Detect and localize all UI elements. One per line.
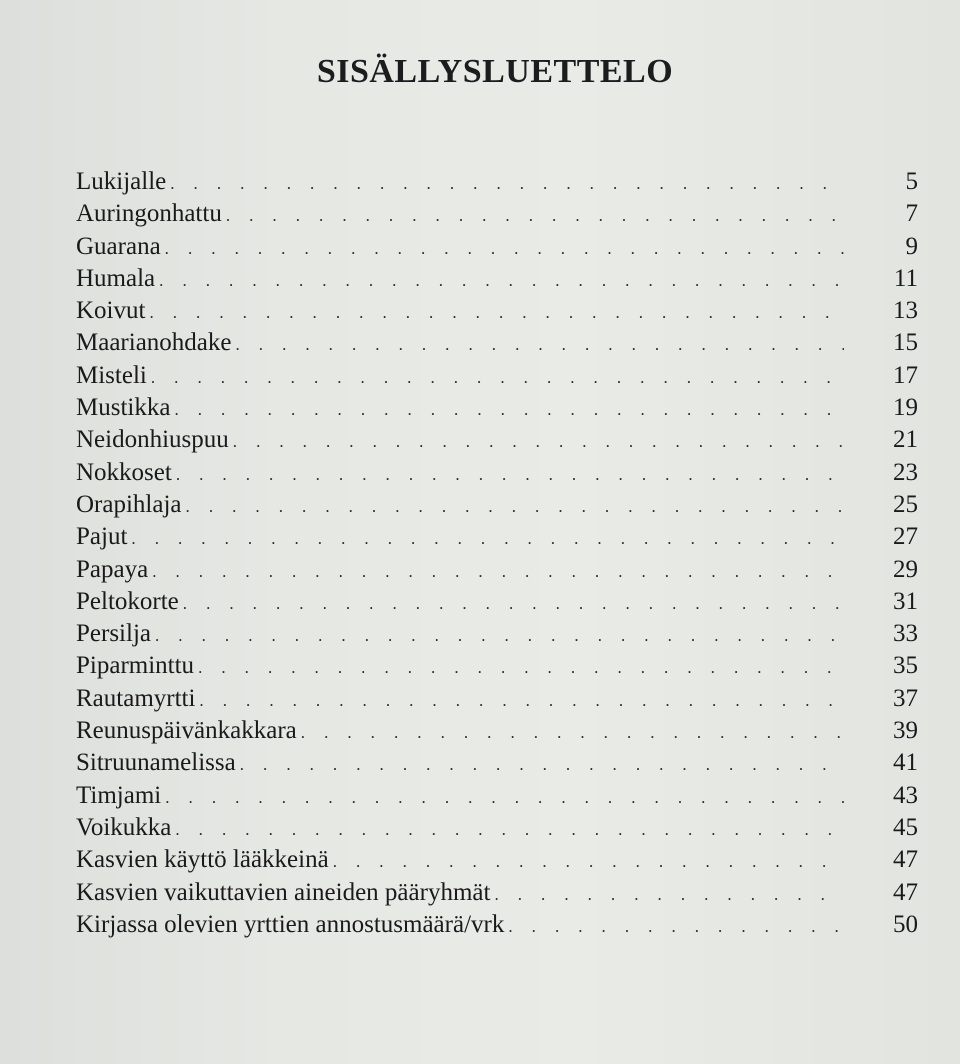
dot-leader bbox=[149, 297, 844, 329]
toc-entry-title: Humala bbox=[76, 264, 156, 292]
toc-entry-title: Neidonhiuspuu bbox=[76, 426, 229, 454]
toc-entry-page-number: 31 bbox=[893, 587, 918, 615]
dot-leader bbox=[301, 717, 844, 749]
toc-entry-title: Orapihlaja bbox=[76, 490, 182, 518]
toc-entry bbox=[76, 166, 918, 198]
toc-entry bbox=[76, 618, 918, 650]
table-of-contents bbox=[76, 166, 918, 941]
dot-leader bbox=[165, 782, 844, 814]
toc-entry-title: Kasvien käyttö lääkkeinä bbox=[76, 846, 329, 874]
toc-entry-page-number: 47 bbox=[893, 878, 918, 906]
dot-leader bbox=[176, 459, 844, 491]
dot-leader bbox=[508, 911, 844, 943]
dot-leader bbox=[159, 265, 844, 297]
toc-entry bbox=[76, 650, 918, 682]
toc-entry-title: Kasvien vaikuttavien aineiden pääryhmät bbox=[76, 878, 491, 906]
dot-leader bbox=[165, 233, 844, 265]
toc-entry bbox=[76, 844, 918, 876]
toc-entry bbox=[76, 489, 918, 521]
toc-entry-title: Lukijalle bbox=[76, 168, 167, 195]
toc-entry-page-number: 23 bbox=[893, 458, 918, 486]
toc-entry-page-number: 39 bbox=[893, 717, 918, 745]
toc-entry-title: Timjami bbox=[76, 781, 162, 809]
toc-entry-page-number: 45 bbox=[893, 813, 918, 841]
toc-entry bbox=[76, 295, 918, 327]
toc-entry-page-number: 9 bbox=[905, 232, 918, 260]
dot-leader bbox=[235, 329, 844, 361]
dot-leader bbox=[131, 523, 844, 555]
toc-entry-page-number: 41 bbox=[893, 749, 918, 777]
dot-leader bbox=[151, 362, 844, 394]
dot-leader bbox=[174, 394, 844, 426]
toc-entry-page-number: 27 bbox=[893, 523, 918, 551]
toc-entry-page-number: 33 bbox=[893, 620, 918, 648]
toc-entry bbox=[76, 812, 918, 844]
dot-leader bbox=[198, 652, 844, 684]
dot-leader bbox=[186, 491, 844, 523]
toc-entry bbox=[76, 327, 918, 359]
dot-leader bbox=[152, 556, 844, 588]
toc-entry-page-number: 25 bbox=[893, 490, 918, 518]
dot-leader bbox=[240, 749, 844, 781]
dot-leader bbox=[170, 168, 844, 200]
toc-entry-title: Persilja bbox=[76, 620, 151, 648]
toc-entry-title: Kirjassa olevien yrttien annostusmäärä/vrk bbox=[76, 910, 505, 938]
toc-entry-title: Auringonhattu bbox=[76, 200, 222, 228]
toc-entry-title: Peltokorte bbox=[76, 587, 179, 615]
toc-entry-page-number: 17 bbox=[893, 361, 918, 389]
toc-entry bbox=[76, 877, 918, 909]
toc-entry-title: Guarana bbox=[76, 232, 161, 260]
toc-entry-title: Rautamyrtti bbox=[76, 684, 196, 712]
toc-entry-title: Papaya bbox=[76, 555, 149, 583]
toc-entry-page-number: 7 bbox=[905, 200, 918, 228]
dot-leader bbox=[199, 685, 844, 717]
toc-entry-page-number: 35 bbox=[893, 652, 918, 680]
toc-entry-title: Voikukka bbox=[76, 813, 172, 841]
toc-entry bbox=[76, 747, 918, 779]
toc-entry-title: Pajut bbox=[76, 523, 128, 551]
toc-entry bbox=[76, 457, 918, 489]
toc-entry bbox=[76, 263, 918, 295]
toc-entry bbox=[76, 424, 918, 456]
toc-entry-title: Misteli bbox=[76, 361, 147, 389]
dot-leader bbox=[175, 814, 844, 846]
toc-entry-page-number: 15 bbox=[893, 329, 918, 357]
toc-entry-title: Piparminttu bbox=[76, 652, 195, 680]
toc-entry-title: Reunuspäivänkakkara bbox=[76, 717, 297, 745]
toc-entry bbox=[76, 554, 918, 586]
toc-entry-title: Mustikka bbox=[76, 394, 171, 422]
toc-entry bbox=[76, 360, 918, 392]
toc-entry-page-number: 13 bbox=[893, 297, 918, 325]
toc-entry-title: Koivut bbox=[76, 297, 146, 325]
dot-leader bbox=[494, 879, 844, 911]
toc-entry-page-number: 19 bbox=[893, 394, 918, 422]
dot-leader bbox=[155, 620, 844, 652]
toc-entry bbox=[76, 780, 918, 812]
toc-entry bbox=[76, 683, 918, 715]
toc-entry bbox=[76, 909, 918, 941]
toc-entry-page-number: 43 bbox=[893, 781, 918, 809]
toc-entry bbox=[76, 715, 918, 747]
dot-leader bbox=[333, 846, 844, 878]
toc-entry-title: Sitruunamelissa bbox=[76, 749, 236, 777]
toc-entry bbox=[76, 231, 918, 263]
toc-entry-page-number: 5 bbox=[905, 168, 918, 195]
dot-leader bbox=[233, 426, 844, 458]
toc-entry bbox=[76, 521, 918, 553]
toc-entry-page-number: 37 bbox=[893, 684, 918, 712]
toc-entry bbox=[76, 392, 918, 424]
toc-entry-page-number: 21 bbox=[893, 426, 918, 454]
toc-entry-page-number: 11 bbox=[893, 264, 918, 292]
page-title: SISÄLLYSLUETTELO bbox=[316, 52, 674, 90]
toc-entry-page-number: 50 bbox=[893, 910, 918, 938]
toc-entry bbox=[76, 586, 918, 618]
toc-entry-title: Maarianohdake bbox=[76, 329, 232, 357]
toc-entry-page-number: 47 bbox=[893, 846, 918, 874]
dot-leader bbox=[226, 200, 844, 232]
toc-entry-title: Nokkoset bbox=[76, 458, 172, 486]
dot-leader bbox=[183, 588, 844, 620]
toc-entry bbox=[76, 198, 918, 230]
toc-entry-page-number: 29 bbox=[893, 555, 918, 583]
